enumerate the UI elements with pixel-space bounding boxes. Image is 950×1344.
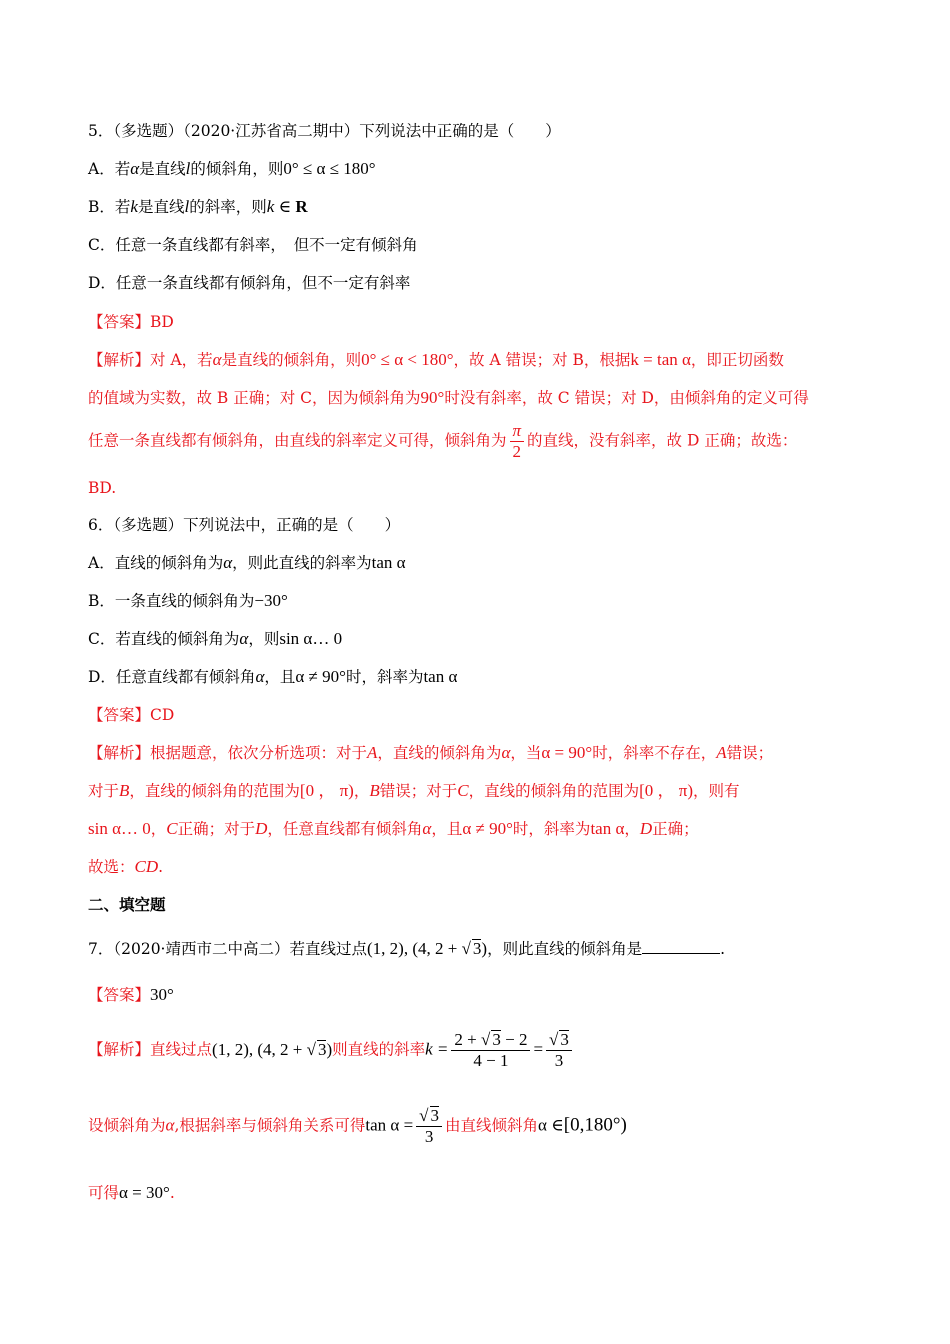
q6-analysis-line-3: sin α… 0，C正确；对于D，任意直线都有倾斜角α，且α ≠ 90°时，斜率为tan α，D正确； xyxy=(88,819,699,838)
q6-analysis-line-4: 故选：CD. xyxy=(88,857,164,876)
q6-stem: 6．（多选题）下列说法中，正确的是（ ） xyxy=(88,516,401,534)
q7-stem: 7．（2020·靖西市二中高二）若直线过点(1, 2), (4, 2 + √ 3)，则此直线的倾斜角是 . xyxy=(88,939,726,958)
q7-analysis-line-3: 可得α = 30°. xyxy=(88,1183,175,1202)
tan-fraction: $\frac{√ 3}{3}$ xyxy=(416,1106,442,1147)
q5-answer: 【答案】BD xyxy=(88,313,174,331)
q6-analysis-line-2: 对于B，直线的倾斜角的范围为[0 ， π)，B错误；对于C，直线的倾斜角的范围为[0 ， π)，则有 xyxy=(88,781,740,800)
pi-over-2-fraction: $\frac{\pi}{2}$ xyxy=(510,421,525,462)
q6-option-c: C．若直线的倾斜角为α，则sin α… 0 xyxy=(88,629,343,648)
q5-analysis-line-4: BD. xyxy=(88,479,117,497)
q7-answer: 【答案】30° xyxy=(88,985,174,1004)
q5-analysis-line-2: 的值域为实数，故 B 正确；对 C，因为倾斜角为90°时没有斜率，故 C 错误；对 D，由倾斜角的定义可得 xyxy=(88,388,809,407)
q5-option-b: B．若k是直线l的斜率，则k ∈ R xyxy=(88,197,308,216)
section-heading: 二、填空题 xyxy=(88,895,166,914)
q5-analysis-line-1: 【解析】对 A，若α是直线的倾斜角，则0° ≤ α < 180°，故 A 错误；对 B，根据k = tan α，即正切函数 xyxy=(88,350,784,369)
q5-stem: 5．（多选题）（2020·江苏省高二期中）下列说法中正确的是（ ） xyxy=(88,122,561,140)
q5-option-c: C．任意一条直线都有斜率， 但不一定有倾斜角 xyxy=(88,236,418,254)
root3-over-3-fraction: $\frac{√ 3}{3}$ xyxy=(546,1030,572,1071)
q6-answer: 【答案】CD xyxy=(88,706,175,724)
answer-blank xyxy=(642,939,720,954)
q6-option-d: D．任意直线都有倾斜角α，且α ≠ 90°时，斜率为tan α xyxy=(88,667,458,686)
q5-option-d: D．任意一条直线都有倾斜角，但不一定有斜率 xyxy=(88,274,411,292)
q7-analysis-line-1: 【解析】直线过点(1, 2), (4, 2 + √ 3)则直线的斜率k = $\frac{2 + √ 3 - 2}{4 - 1}$ = $\frac{√ 3}{3}$ xyxy=(88,1030,575,1071)
q6-option-a: A．直线的倾斜角为α，则此直线的斜率为tan α xyxy=(88,553,406,572)
q7-analysis-line-2: 设倾斜角为α,根据斜率与倾斜角关系可得tan α = $\frac{√ 3}{3}$ 由直线倾斜角α ∈[0,180°) xyxy=(88,1106,627,1146)
q5-option-a: A．若α是直线l的倾斜角，则0° ≤ α ≤ 180° xyxy=(88,159,376,178)
q5-analysis-line-3: 任意一条直线都有倾斜角，由直线的斜率定义可得，倾斜角为 $\frac{\pi}{2}$ 的直线，没有斜率，故 D 正确；故选： xyxy=(88,421,798,461)
q6-analysis-line-1: 【解析】根据题意，依次分析选项：对于A，直线的倾斜角为α，当α = 90°时，斜率不存在，A错误； xyxy=(88,743,774,762)
q6-option-b: B．一条直线的倾斜角为−30° xyxy=(88,591,288,610)
q7-points: (1, 2), (4, 2 + √ 3) xyxy=(367,939,488,958)
slope-fraction: $\frac{2 + √ 3 - 2}{4 - 1}$ xyxy=(451,1030,530,1071)
